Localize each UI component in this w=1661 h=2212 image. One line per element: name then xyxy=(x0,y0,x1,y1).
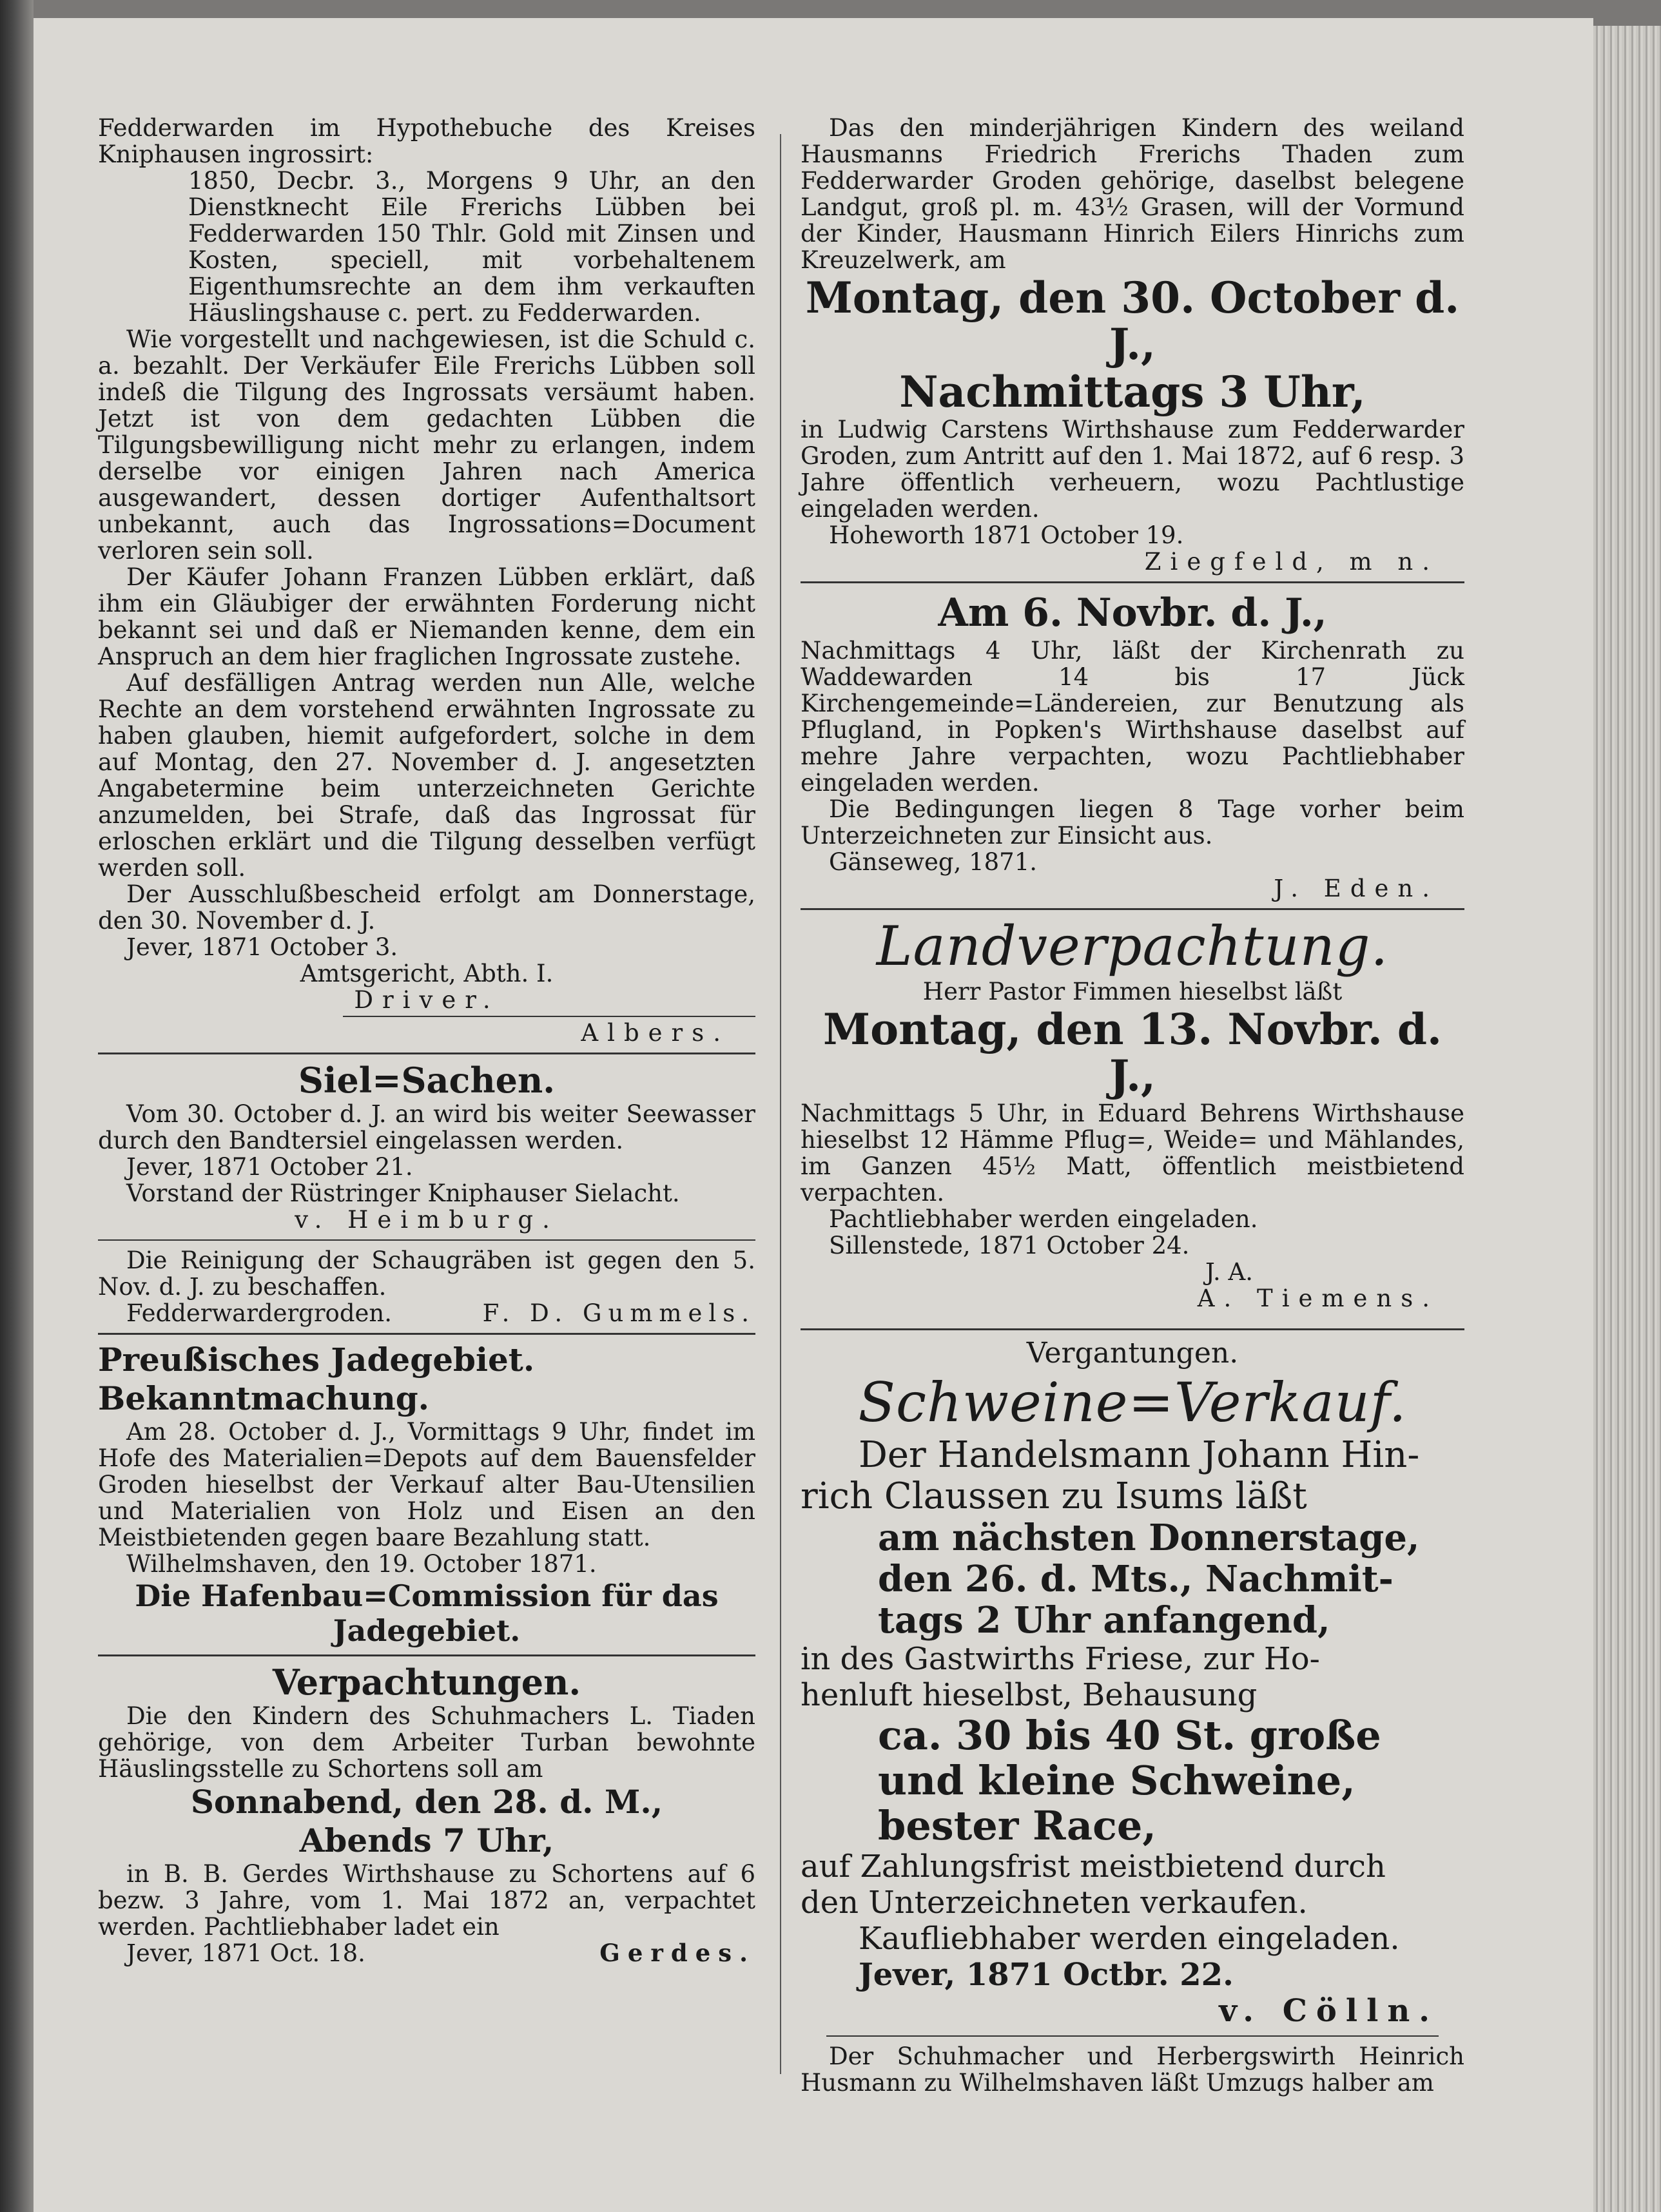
notice-text: in Ludwig Carstens Wirthshause zum Fedderwarder Groden, zum Antritt auf den 1. Mai 1872, auf 6 resp. 3 Jahre öffentlich verheuern, wozu Pachtlustige eingeladen werden. xyxy=(801,416,1464,523)
dateline-row xyxy=(98,1300,755,1326)
section-heading: Siel=Sachen. xyxy=(298,1060,556,1101)
dateline: Jever, 1871 Octbr. 22. xyxy=(859,1957,1234,1993)
section-rule xyxy=(98,1654,755,1656)
right-column xyxy=(801,115,1464,2096)
notice-text: 1850, Decbr. 3., Morgens 9 Uhr, an den Dienstknecht Eile Frerichs Lübben bei Fedderwarden 150 Thlr. Gold mit Zinsen und Kosten, speciell, mit vorbehaltenem Eigenthumsrechte an dem ihm verkauften Häuslingshause c. pert. zu Fedderwarden. xyxy=(188,167,755,327)
notice-text: Nachmittags 4 Uhr, läßt der Kirchenrath zu Waddewarden 14 bis 17 Jück Kirchengemeinde=Ländereien, zur Benutzung als Pflugland, in Popken's Wirthshause daselbst auf mehre Jahre verpachten, wozu Pachtliebhaber eingeladen werden. xyxy=(801,637,1464,797)
kirchenrath-notice xyxy=(801,590,1464,902)
dateline: Gänseweg, 1871. xyxy=(829,848,1038,876)
date-heading: Sonnabend, den 28. d. M., xyxy=(190,1783,663,1821)
jadegebiet-notice xyxy=(98,1341,755,1648)
time-heading: Abends 7 Uhr, xyxy=(299,1821,554,1859)
ingrossat-notice xyxy=(98,115,755,1046)
issuer: Die Hafenbau=Commission für das Jadegebiet. xyxy=(135,1578,719,1648)
date-heading: Montag, den 13. Novbr. d. J., xyxy=(823,1004,1442,1101)
section-heading: Schweine=Verkauf. xyxy=(858,1371,1407,1434)
notice-text: Der Schuhmacher und Herbergswirth Heinrich Husmann zu Wilhelmshaven läßt Umzugs halber am xyxy=(801,2042,1464,2097)
category-heading: Vergantungen. xyxy=(1026,1337,1239,1370)
dateline: Fedderwardergroden. xyxy=(126,1299,393,1327)
notice-line: ca. 30 bis 40 St. große xyxy=(878,1712,1381,1759)
notice-text: Vom 30. October d. J. an wird bis weiter Seewasser durch den Bandtersiel eingelassen werden. xyxy=(98,1100,755,1154)
landverpachtung-notice xyxy=(801,917,1464,1312)
husmann-notice xyxy=(801,2043,1464,2096)
dateline: Sillenstede, 1871 October 24. xyxy=(829,1232,1190,1259)
notice-line: und kleine Schweine, xyxy=(878,1757,1355,1804)
rule xyxy=(98,1239,755,1241)
section-heading: Landverpachtung. xyxy=(876,915,1389,978)
time-heading: Nachmittags 3 Uhr, xyxy=(899,367,1366,417)
notice-line: den 26. d. Mts., Nachmit- xyxy=(878,1558,1394,1600)
signature-initials: J. A. xyxy=(1205,1258,1253,1286)
dateline: Jever, 1871 Oct. 18. xyxy=(126,1939,365,1967)
signature: v. Cölln. xyxy=(1219,1993,1439,2029)
notice-text: Die Bedingungen liegen 8 Tage vorher beim Unterzeichneten zur Einsicht aus. xyxy=(801,795,1464,849)
notice-text: Der Ausschlußbescheid erfolgt am Donnerstage, den 30. November d. J. xyxy=(98,880,755,935)
notice-line: den Unterzeichneten verkaufen. xyxy=(801,1885,1308,1921)
page-edges xyxy=(1593,26,1661,2212)
notice-line: in des Gastwirths Friese, zur Ho- xyxy=(801,1641,1320,1677)
notice-text: in B. B. Gerdes Wirthshause zu Schortens auf 6 bezw. 3 Jahre, vom 1. Mai 1872 an, verpachtet werden. Pachtliebhaber ladet ein xyxy=(98,1860,755,1941)
verpachtungen-notice xyxy=(98,1663,755,1966)
signature: Driver. xyxy=(354,986,500,1014)
notice-text: Auf desfälligen Antrag werden nun Alle, welche Rechte an dem vorstehend erwähnten Ingrossate zu haben glauben, hiemit aufgefordert, solche in dem auf Montag, den 27. November d. J. angesetzten Angabetermine beim unterzeichneten Gerichte anzumelden, bei Strafe, daß das Ingrossat für erloschen erklärt und die Tilgung desselben verfügt werden soll. xyxy=(98,669,755,882)
section-rule xyxy=(826,2035,1439,2037)
notice-line: tags 2 Uhr anfangend, xyxy=(878,1599,1330,1642)
dateline: Jever, 1871 October 21. xyxy=(126,1153,413,1181)
signature: Albers. xyxy=(581,1019,730,1047)
notice-text: Nachmittags 5 Uhr, in Eduard Behrens Wirthshause hieselbst 12 Hämme Pflug=, Weide= und Mählandes, im Ganzen 45½ Matt, öffentlich meistbietend verpachten. xyxy=(801,1100,1464,1207)
left-column xyxy=(98,115,755,1966)
notice-text: Der Käufer Johann Franzen Lübben erklärt, daß ihm ein Gläubiger der erwähnten Forderung nicht bekannt sei und daß er Niemanden kenne, dem ein Anspruch an dem hier fraglichen Ingrossate zustehe. xyxy=(98,563,755,670)
date-heading: Montag, den 30. October d. J., xyxy=(805,273,1460,369)
dateline: Wilhelmshaven, den 19. October 1871. xyxy=(126,1550,597,1578)
section-heading: Verpachtungen. xyxy=(272,1662,581,1703)
section-rule xyxy=(801,908,1464,910)
board-name: Vorstand der Rüstringer Kniphauser Sielacht. xyxy=(126,1179,680,1207)
dateline: Jever, 1871 October 3. xyxy=(126,933,398,961)
rule xyxy=(343,1016,755,1017)
notice-text: Wie vorgestellt und nachgewiesen, ist die Schuld c. a. bezahlt. Der Verkäufer Eile Frerichs Lübben soll indeß die Tilgung des Ingrossats versäumt haben. Jetzt ist von dem gedachten Lübben die Tilgungsbewilligung nicht mehr zu erlangen, indem derselbe vor einigen Jahren nach America ausgewandert, dessen dortiger Aufenthaltsort unbekannt, auch das Ingrossations=Document verloren sein soll. xyxy=(98,325,755,565)
schweine-verkauf-notice xyxy=(801,1337,1464,2029)
newspaper-page xyxy=(34,18,1593,2212)
dateline-row xyxy=(98,1940,755,1966)
section-subheading: Bekanntmachung. xyxy=(98,1379,430,1417)
notice-text: Die Reinigung der Schaugräben ist gegen den 5. Nov. d. J. zu beschaffen. xyxy=(98,1247,755,1301)
date-heading: Am 6. Novbr. d. J., xyxy=(938,590,1327,635)
notice-line: am nächsten Donnerstage, xyxy=(878,1517,1420,1559)
notice-text: Am 28. October d. J., Vormittags 9 Uhr, findet im Hofe des Materialien=Depots auf dem Bauensfelder Groden hieselbst der Verkauf alter Bau-Utensilien und Materialien von Holz und Eisen an den Meistbietenden gegen baare Bezahlung statt. xyxy=(98,1418,755,1551)
notice-line: Kaufliebhaber werden eingeladen. xyxy=(859,1921,1400,1957)
section-rule xyxy=(98,1333,755,1335)
section-rule xyxy=(98,1053,755,1054)
notice-line: rich Claussen zu Isums läßt xyxy=(801,1475,1307,1517)
signature: F. D. Gummels. xyxy=(482,1299,755,1327)
signature: v. Heimburg. xyxy=(295,1206,559,1234)
dateline: Hoheworth 1871 October 19. xyxy=(829,521,1184,549)
signature: Gerdes. xyxy=(599,1939,755,1967)
siel-notice xyxy=(98,1061,755,1326)
notice-text: Herr Pastor Fimmen hieselbst läßt xyxy=(922,978,1343,1005)
notice-text: Die den Kindern des Schuhmachers L. Tiaden gehörige, von dem Arbeiter Turban bewohnte Häuslingsstelle zu Schortens soll am xyxy=(98,1702,755,1783)
notice-line: bester Race, xyxy=(878,1802,1156,1849)
notice-text: Pachtliebhaber werden eingeladen. xyxy=(829,1205,1258,1233)
section-rule xyxy=(801,1328,1464,1330)
notice-line: auf Zahlungsfrist meistbietend durch xyxy=(801,1848,1386,1885)
section-rule xyxy=(801,581,1464,583)
notice-text: Fedderwarden im Hypothebuche des Kreises Kniphausen ingrossirt: xyxy=(98,114,755,168)
book-binding xyxy=(0,0,34,2212)
section-heading: Preußisches Jadegebiet. xyxy=(98,1341,535,1379)
signature: J. Eden. xyxy=(1274,875,1439,902)
signature: Ziegfeld, m n. xyxy=(1144,548,1439,576)
notice-text: Das den minderjährigen Kindern des weiland Hausmanns Friedrich Frerichs Thaden zum Fedderwarder Groden gehörige, daselbst belegene Landgut, groß pl. m. 43½ Grasen, will der Vormund der Kinder, Hausmann Hinrich Eilers Hinrichs zum Kreuzelwerk, am xyxy=(801,114,1464,274)
court-name: Amtsgericht, Abth. I. xyxy=(300,960,554,987)
notice-line: henluft hieselbst, Behausung xyxy=(801,1677,1258,1713)
thaden-notice xyxy=(801,115,1464,575)
signature: A. Tiemens. xyxy=(1197,1285,1439,1312)
column-divider xyxy=(780,134,781,2074)
notice-line: Der Handelsmann Johann Hin- xyxy=(859,1434,1420,1476)
